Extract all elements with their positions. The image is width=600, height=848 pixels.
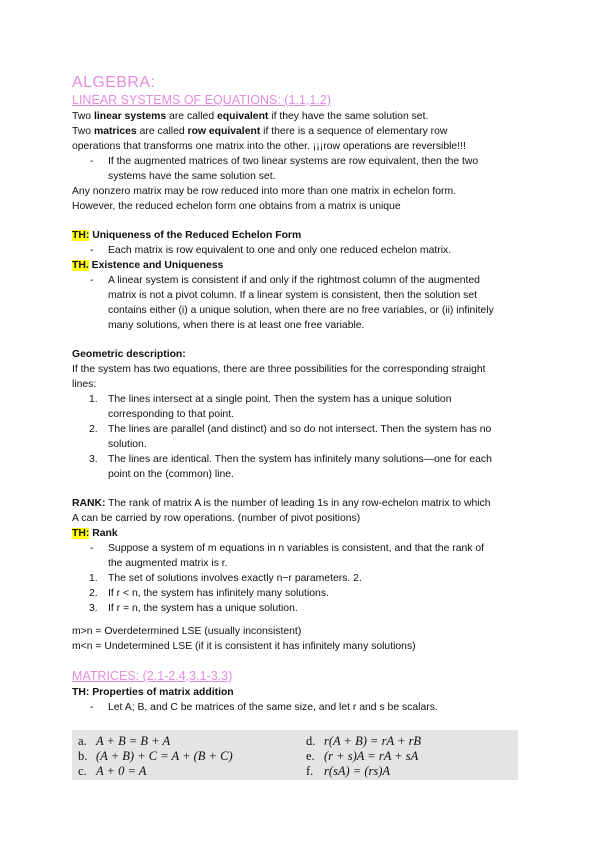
list-item: - Suppose a system of m equations in n variables is consistent, and that the rank of the augmented matrix is r.: [90, 543, 485, 569]
list-item: - Each matrix is row equivalent to one and only one reduced echelon matrix.: [90, 245, 452, 256]
list-item: 2. If r < n, the system has infinitely many solutions.: [89, 588, 329, 599]
property-a: a. A + B = B + A: [78, 734, 171, 748]
list-item: 3. The lines are identical. Then the system has infinitely many solutions—one for each point on the (common) line.: [89, 454, 492, 480]
theorem-matrix-addition-title: TH: Properties of matrix addition: [72, 687, 234, 698]
list-item: - A linear system is consistent if and only if the rightmost column of the augmented matrix is not a pivot column. If a linear system is consistent, then the solution set contains either (i) a unique solution, when there are no free variables, or (ii) infinitely many solutions, when there is at least one free variable.: [90, 275, 494, 331]
list-item: - If the augmented matrices of two linear systems are row equivalent, then the two systems have the same solution set.: [90, 156, 479, 182]
property-f: f. r(sA) = (rs)A: [306, 764, 391, 778]
list-item: 3. If r = n, the system has a unique solution.: [89, 603, 298, 614]
list-item: 1. The lines intersect at a single point. Then the system has a unique solution corresponding to that point.: [89, 394, 452, 420]
paragraph-echelon: Any nonzero matrix may be row reduced into more than one matrix in echelon form.: [72, 186, 457, 197]
theorem-uniqueness-title: TH: Uniqueness of the Reduced Echelon Form: [72, 230, 302, 241]
property-e: e. (r + s)A = rA + sA: [306, 749, 419, 763]
list-item: 1. The set of solutions involves exactly n−r parameters. 2.: [89, 573, 362, 584]
section-heading-linear-systems: LINEAR SYSTEMS OF EQUATIONS: (1.1,1.2): [72, 93, 331, 107]
paragraph-row-equivalent: Two matrices are called row equivalent if there is a sequence of elementary row: [72, 126, 448, 137]
rank-definition: RANK: The rank of matrix A is the number of leading 1s in any row-echelon matrix to which A can be carried by row operations. (number of pivot positions): [72, 498, 491, 524]
paragraph-row-operations: operations that transforms one matrix into the other. ¡¡¡row operations are reversible!!!: [72, 141, 466, 152]
page-title: ALGEBRA:: [72, 74, 156, 91]
geometric-description-title: Geometric description:: [72, 349, 186, 360]
geometric-intro: If the system has two equations, there are three possibilities for the corresponding straight lines:: [72, 364, 486, 390]
paragraph-equivalent: Two linear systems are called equivalent if they have the same solution set.: [72, 111, 429, 122]
property-b: b. (A + B) + C = A + (B + C): [78, 749, 233, 763]
section-heading-matrices: MATRICES: (2.1-2.4,3.1-3.3): [72, 669, 233, 683]
property-d: d. r(A + B) = rA + rB: [306, 734, 422, 748]
list-item: 2. The lines are parallel (and distinct) and so do not intersect. Then the system has no solution.: [89, 424, 492, 450]
properties-box: [72, 730, 518, 780]
paragraph-reduced-echelon: However, the reduced echelon form one obtains from a matrix is unique: [72, 201, 401, 212]
list-item: - Let A; B, and C be matrices of the same size, and let r and s be scalars.: [90, 702, 438, 713]
theorem-existence-title: TH. Existence and Uniqueness: [72, 260, 224, 271]
overdetermined-note: m>n = Overdetermined LSE (usually inconsistent): [72, 626, 302, 637]
theorem-rank-title: TH: Rank: [72, 528, 118, 539]
document-body: [72, 74, 532, 715]
underdetermined-note: m<n = Undetermined LSE (if it is consistent it has infinitely many solutions): [72, 641, 416, 652]
property-c: c. A + 0 = A: [78, 764, 147, 778]
